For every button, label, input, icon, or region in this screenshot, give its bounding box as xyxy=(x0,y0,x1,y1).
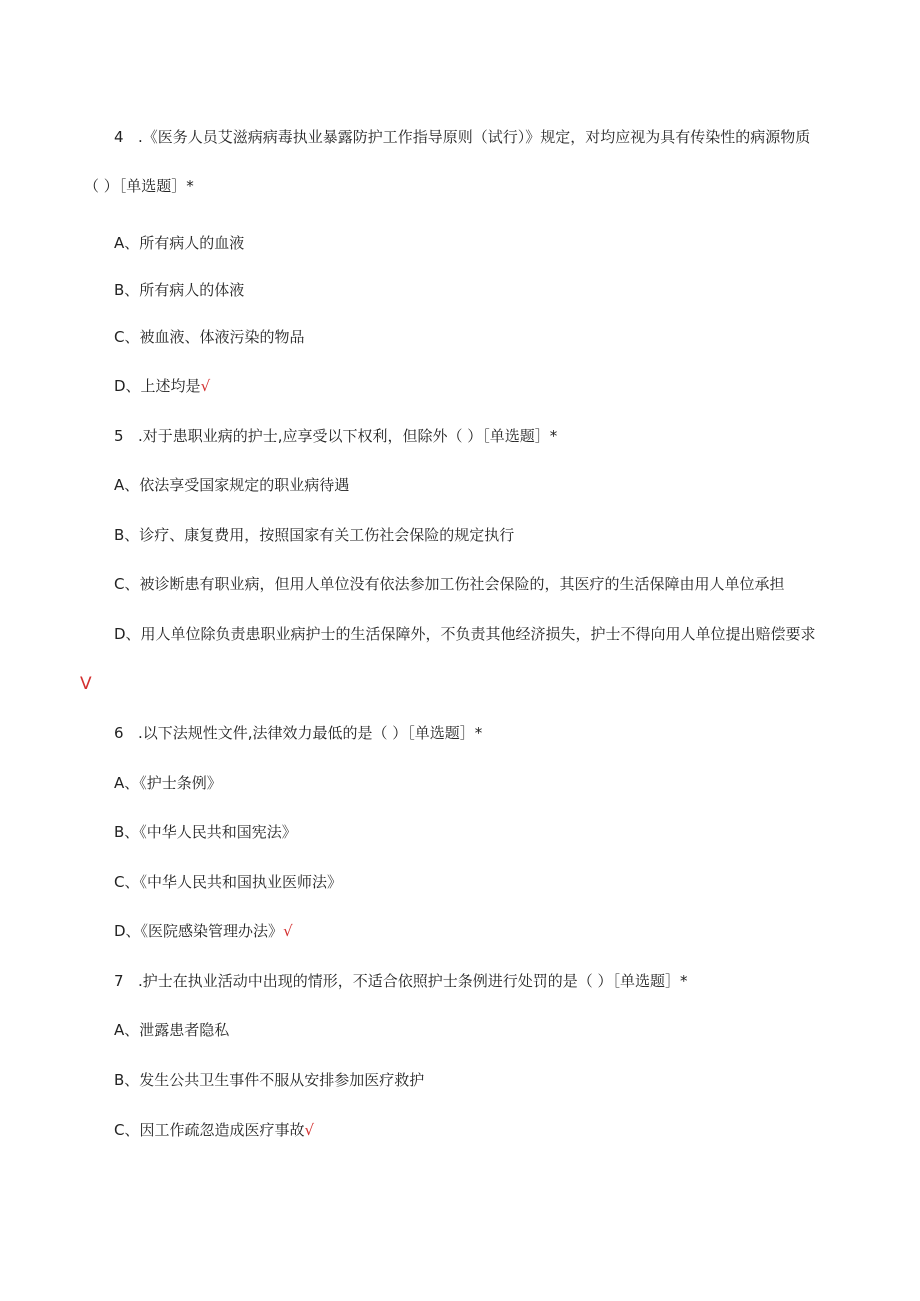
correct-check-icon: √ xyxy=(200,377,211,395)
question-5-option-b xyxy=(114,525,514,545)
option-text: D、上述均是 xyxy=(114,377,201,395)
correct-check-icon: √ xyxy=(304,1121,315,1139)
question-5-option-d xyxy=(114,624,816,644)
question-text: .以下法规性文件,法律效力最低的是（ ）［单选题］* xyxy=(138,724,483,742)
option-text: C、《中华人民共和国执业医师法》 xyxy=(114,873,342,891)
question-6-option-b xyxy=(114,822,297,842)
option-text: A、所有病人的血液 xyxy=(114,234,245,252)
question-6-option-d xyxy=(114,921,293,941)
question-5-stem xyxy=(114,426,557,446)
option-text: C、因工作疏忽造成医疗事故 xyxy=(114,1121,305,1139)
question-4-option-c xyxy=(114,327,304,347)
question-4-stem-cont: （ ）［单选题］* xyxy=(84,177,194,195)
question-5-option-a xyxy=(114,475,349,495)
question-4-stem xyxy=(114,127,810,147)
question-7-stem xyxy=(114,971,688,991)
question-number: 4 xyxy=(114,128,124,146)
option-text: D、用人单位除负责患职业病护士的生活保障外，不负责其他经济损失，护士不得向用人单位提出赔偿要求 xyxy=(114,625,816,643)
question-number: 7 xyxy=(114,972,124,990)
question-4-option-a xyxy=(114,233,244,253)
correct-check-icon: V xyxy=(80,674,92,694)
option-text: A、依法享受国家规定的职业病待遇 xyxy=(114,476,350,494)
option-text: B、发生公共卫生事件不服从安排参加医疗救护 xyxy=(114,1071,425,1089)
question-4-option-d xyxy=(114,376,210,396)
question-6-stem xyxy=(114,723,482,743)
question-text: .护士在执业活动中出现的情形，不适合依照护士条例进行处罚的是（ ）［单选题］* xyxy=(138,972,688,990)
question-6-option-c xyxy=(114,872,342,892)
question-number: 6 xyxy=(114,724,124,742)
question-text: .《医务人员艾滋病病毒执业暴露防护工作指导原则（试行）》规定，对均应视为具有传染性的病源物质 xyxy=(138,128,811,146)
question-6-option-a xyxy=(114,773,222,793)
question-4-option-b xyxy=(114,280,244,300)
option-text: D、《医院感染管理办法》 xyxy=(114,922,284,940)
option-text: C、被诊断患有职业病，但用人单位没有依法参加工伤社会保险的，其医疗的生活保障由用人单位承担 xyxy=(114,575,785,593)
question-7-option-a xyxy=(114,1020,229,1040)
option-text: A、泄露患者隐私 xyxy=(114,1021,230,1039)
question-text: .对于患职业病的护士,应享受以下权利，但除外（ ）［单选题］* xyxy=(138,427,558,445)
question-7-option-c xyxy=(114,1120,314,1140)
question-7-option-b xyxy=(114,1070,424,1090)
question-5-option-c xyxy=(114,574,784,594)
option-text: B、诊疗、康复费用，按照国家有关工伤社会保险的规定执行 xyxy=(114,526,515,544)
option-text: B、所有病人的体液 xyxy=(114,281,245,299)
correct-check-icon: √ xyxy=(283,922,293,940)
option-text: A、《护士条例》 xyxy=(114,774,222,792)
option-text: B、《中华人民共和国宪法》 xyxy=(114,823,297,841)
option-text: C、被血液、体液污染的物品 xyxy=(114,328,305,346)
question-number: 5 xyxy=(114,427,124,445)
